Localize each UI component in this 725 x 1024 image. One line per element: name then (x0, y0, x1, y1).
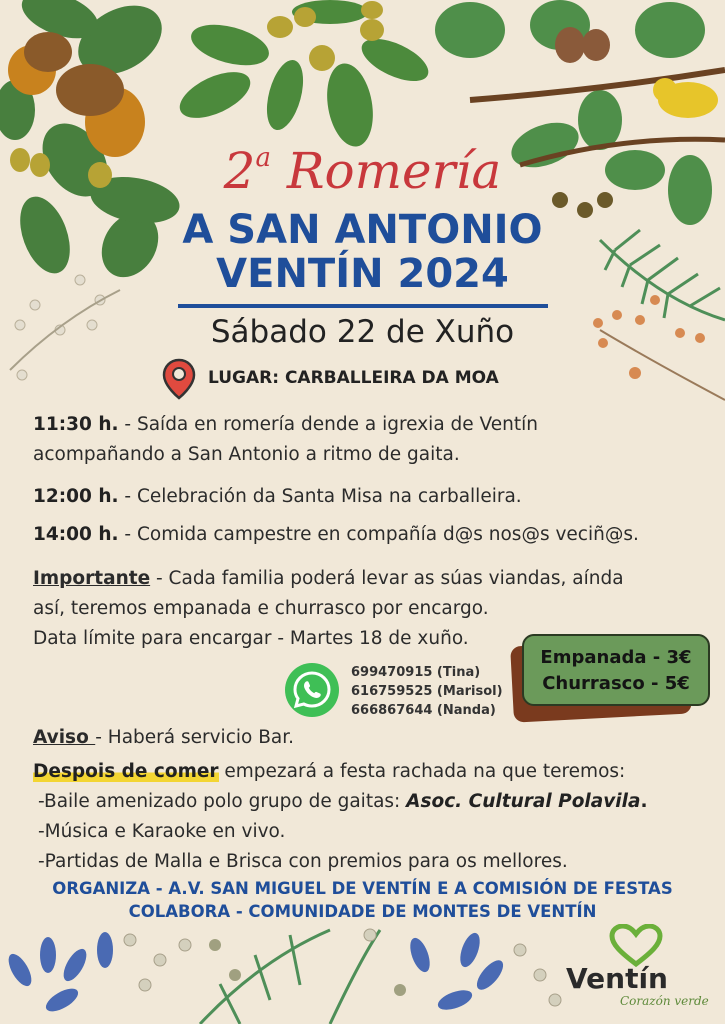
aviso-notice (33, 723, 294, 753)
event-date: Sábado 22 de Xuño (210, 314, 515, 350)
activity-item (38, 817, 285, 847)
title-line1: A SAN ANTONIO (182, 207, 543, 253)
aviso-label: Aviso (33, 727, 96, 748)
activity-text: -Música e Karaoke en vivo. (38, 821, 286, 842)
contact-phone: 699470915 (Tina) (351, 665, 481, 680)
activity-highlight: Asoc. Cultural Polavila (406, 791, 641, 812)
whatsapp-icon (284, 662, 340, 718)
price-churrasco: Churrasco - 5€ (542, 673, 690, 694)
aviso-text: - Haberá servicio Bar. (95, 727, 295, 748)
price-box (522, 634, 710, 706)
schedule-time: 12:00 h. (33, 486, 119, 507)
important-line1: - Cada familia poderá levar as súas viandas, aínda (150, 568, 624, 589)
organizers-line: ORGANIZA - A.V. SAN MIGUEL DE VENTÍN E A COMISIÓN DE FESTAS (52, 879, 673, 898)
title-romeria (0, 128, 725, 201)
title-ordinal-sup: a (255, 143, 271, 173)
schedule-text: - Saída en romería dende a igrexia de Ventín (118, 414, 538, 435)
schedule-time: 14:00 h. (33, 524, 119, 545)
after-label: Despois de comer (33, 761, 219, 782)
schedule-item-2 (33, 482, 522, 512)
schedule-text: - Comida campestre en compañía d@s nos@s veciñ@s. (118, 524, 639, 545)
after-lunch-section (33, 757, 625, 787)
schedule-item-1 (33, 410, 538, 470)
after-text: empezará a festa rachada na que teremos: (218, 761, 626, 782)
activity-text: -Baile amenizado polo grupo de gaitas: (38, 791, 407, 812)
contact-list (351, 663, 503, 720)
activity-text: -Partidas de Malla e Brisca con premios para os mellores. (38, 851, 568, 872)
logo-name: Ventín (566, 962, 668, 995)
schedule-time: 11:30 h. (33, 414, 119, 435)
collaborators-line: COLABORA - COMUNIDADE DE MONTES DE VENTÍN (128, 902, 597, 921)
important-line3: Data límite para encargar - Martes 18 de xuño. (33, 628, 469, 649)
schedule-item-3 (33, 520, 639, 550)
schedule-text: - Celebración da Santa Misa na carballeira. (118, 486, 522, 507)
title-script: Romería (286, 142, 502, 200)
price-empanada: Empanada - 3€ (540, 647, 692, 668)
contact-phone: 616759525 (Marisol) (351, 684, 503, 699)
logo-tagline: Corazón verde (620, 994, 709, 1008)
important-line2: así, teremos empanada e churrasco por encargo. (33, 598, 489, 619)
title-ordinal: 2 (223, 142, 256, 200)
title-divider (178, 304, 548, 308)
schedule-text-2: acompañando a San Antonio a ritmo de gaita. (33, 444, 460, 465)
important-label: Importante (33, 568, 151, 589)
title-line2: VENTÍN 2024 (216, 251, 509, 297)
activity-punctuation: . (640, 791, 648, 812)
activity-item (38, 847, 568, 877)
contact-phone: 666867644 (Nanda) (351, 703, 496, 718)
map-pin-icon (162, 358, 196, 400)
event-location: LUGAR: CARBALLEIRA DA MOA (208, 368, 499, 388)
activity-item (38, 787, 648, 817)
